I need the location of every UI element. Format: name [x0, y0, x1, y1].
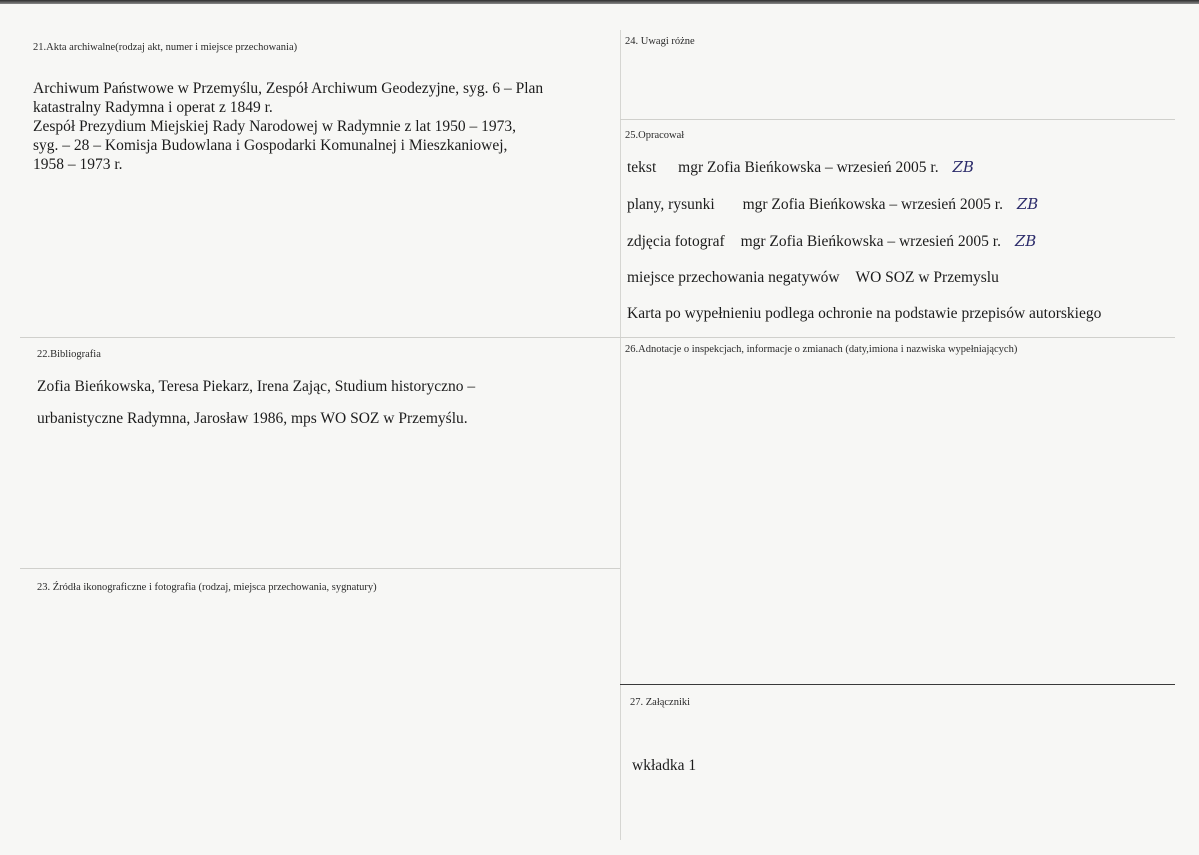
section-22-text [37, 377, 607, 441]
section-21-label: 21.Akta archiwalne(rodzaj akt, numer i miejsce przechowania) [33, 42, 298, 53]
row-divider-1 [20, 337, 1175, 338]
top-border [0, 0, 1199, 4]
row-divider-2 [20, 568, 620, 569]
negatives-location-row [627, 269, 999, 287]
author-row-photos [627, 232, 1036, 251]
author-row-drawings [627, 195, 1038, 214]
author-row-value: mgr Zofia Bieńkowska – wrzesień 2005 r. [742, 196, 1003, 213]
author-row-key: plany, rysunki [627, 196, 715, 213]
section-27-label: 27. Załączniki [630, 697, 691, 708]
row-divider-24 [620, 119, 1175, 120]
section-26-label: 26.Adnotacje o inspekcjach, informacje o zmianach (daty,imiona i nazwiska wypełniających) [625, 344, 1018, 355]
copyright-note: Karta po wypełnieniu podlega ochronie na podstawie przepisów autorskiego [627, 305, 1102, 322]
author-row-value: mgr Zofia Bieńkowska – wrzesień 2005 r. [678, 159, 939, 176]
negatives-location-key: miejsce przechowania negatywów [627, 269, 840, 286]
author-row-value: mgr Zofia Bieńkowska – wrzesień 2005 r. [740, 233, 1001, 250]
bibliography-line: urbanistyczne Radymna, Jarosław 1986, mps WO SOZ w Przemyślu. [37, 410, 468, 427]
bibliography-line: Zofia Bieńkowska, Teresa Piekarz, Irena Zając, Studium historyczno – [37, 378, 476, 395]
attachments-value: wkładka 1 [632, 757, 697, 774]
initials-signature: ZB [1016, 195, 1039, 213]
section-23-label: 23. Źródła ikonograficzne i fotografia (rodzaj, miejsca przechowania, sygnatury) [37, 582, 377, 593]
initials-signature: ZB [952, 158, 974, 176]
section-21-line: 1958 – 1973 r. [33, 156, 123, 173]
author-row-text [627, 158, 974, 177]
column-divider [620, 30, 621, 840]
section-21-line: syg. – 28 – Komisja Budowlana i Gospodarki Komunalnej i Mieszkaniowej, [33, 137, 508, 154]
section-24-label: 24. Uwagi różne [625, 36, 695, 47]
section-21-text [33, 79, 613, 174]
author-row-key: zdjęcia fotograf [627, 233, 725, 250]
section-22-label: 22.Bibliografia [37, 349, 101, 360]
row-divider-27 [620, 684, 1175, 685]
section-25-label: 25.Opracował [625, 130, 685, 141]
section-21-line: Archiwum Państwowe w Przemyślu, Zespół Archiwum Geodezyjne, syg. 6 – Plan [33, 80, 544, 97]
section-21-line: katastralny Radymna i operat z 1849 r. [33, 99, 273, 116]
initials-signature: ZB [1014, 232, 1037, 250]
negatives-location-value: WO SOZ w Przemyslu [855, 269, 999, 286]
section-21-line: Zespół Prezydium Miejskiej Rady Narodowej w Radymnie z lat 1950 – 1973, [33, 118, 516, 135]
author-row-key: tekst [627, 159, 657, 176]
